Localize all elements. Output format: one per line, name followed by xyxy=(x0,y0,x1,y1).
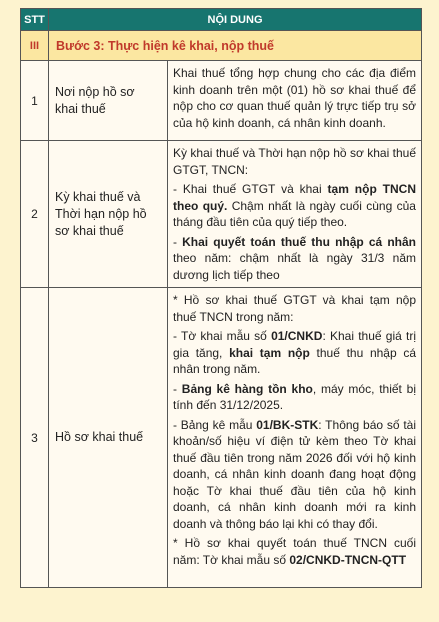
row-content xyxy=(168,288,422,588)
text-span: - Tờ khai mẫu số xyxy=(173,329,272,343)
bold-text: 01/BK-STK xyxy=(256,417,319,432)
row-stt: 1 xyxy=(21,61,49,141)
content-paragraph xyxy=(173,381,416,414)
text-span: : Thông báo số tài khoản/số hiệu ví điện tử kèm theo Tờ khai thuế đầu tiên trong năm 2026 đối với hộ kinh doanh, cá nhân kinh doanh đang hoạt động hoặc Tờ khai thuế đầu tiên của hộ kinh doanh, cá nhân kinh doanh mới ra kinh doanh và thông báo lại khi có thay đổi. xyxy=(173,417,416,531)
row-label: Nơi nộp hồ sơ khai thuế xyxy=(49,61,168,141)
content-paragraph xyxy=(173,234,416,284)
table-row xyxy=(21,288,422,588)
row-stt: 3 xyxy=(21,288,49,588)
table-header xyxy=(21,9,422,31)
row-content xyxy=(168,141,422,288)
row-label: Hồ sơ khai thuế xyxy=(49,288,168,588)
text-span: - xyxy=(173,234,183,249)
tax-procedure-table xyxy=(20,8,422,588)
text-span: * Hồ sơ khai quyết toán thuế TNCN cuối năm: Tờ khai mẫu số xyxy=(173,536,416,567)
section-row xyxy=(21,31,422,61)
text-span: , máy móc, thiết bị tính đến 31/12/2025. xyxy=(173,381,416,412)
header-content: NỘI DUNG xyxy=(49,9,422,31)
text-span: - Khai thuế GTGT và khai xyxy=(173,182,328,196)
row-label: Kỳ khai thuế và Thời hạn nộp hồ sơ khai thuế xyxy=(49,141,168,288)
content-paragraph: * Hồ sơ khai thuế GTGT và khai tạm nộp thuế TNCN trong năm: xyxy=(173,293,416,324)
section-title: Bước 3: Thực hiện kê khai, nộp thuế xyxy=(49,31,422,61)
content-paragraph xyxy=(173,417,416,533)
bold-text: tạm nộp TNCN theo quý. xyxy=(173,182,416,213)
table-row xyxy=(21,61,422,141)
content-paragraph: Kỳ khai thuế và Thời hạn nộp hồ sơ khai thuế GTGT, TNCN: xyxy=(173,146,416,177)
header-stt: STT xyxy=(21,9,49,31)
content-paragraph xyxy=(173,328,416,378)
text-span: : Khai thuế giá trị gia tăng, xyxy=(173,329,416,360)
content-paragraph xyxy=(173,535,416,568)
content-paragraph: Khai thuế tổng hợp chung cho các địa điểm kinh doanh trên một (01) hồ sơ khai thuế để nộp cho cơ quan thuế quản lý trực tiếp trụ sở của hộ kinh doanh, cá nhân kinh doanh. xyxy=(173,66,416,130)
row-content xyxy=(168,61,422,141)
text-span: - Bảng kê mẫu xyxy=(173,417,257,432)
bold-text: 01/CNKD xyxy=(271,329,323,343)
text-span: Chậm nhất là ngày cuối cùng của tháng đầu tiên của quý tiếp theo. xyxy=(173,198,416,229)
bold-text: Khai quyết toán thuế thu nhập cá nhân xyxy=(182,234,416,249)
text-span: theo năm: chậm nhất là ngày 31/3 năm dương lịch tiếp theo xyxy=(173,251,416,282)
bold-text: 02/CNKD-TNCN-QTT xyxy=(289,552,407,567)
bold-text: Bảng kê hàng tồn kho xyxy=(181,381,313,396)
table-row xyxy=(21,141,422,288)
row-stt: 2 xyxy=(21,141,49,288)
text-span: thuế thu nhập cá nhân trong năm. xyxy=(173,345,416,376)
bold-text: khai tạm nộp xyxy=(229,345,310,360)
text-span: - xyxy=(173,381,182,396)
content-paragraph xyxy=(173,181,416,231)
section-number: III xyxy=(21,31,49,61)
